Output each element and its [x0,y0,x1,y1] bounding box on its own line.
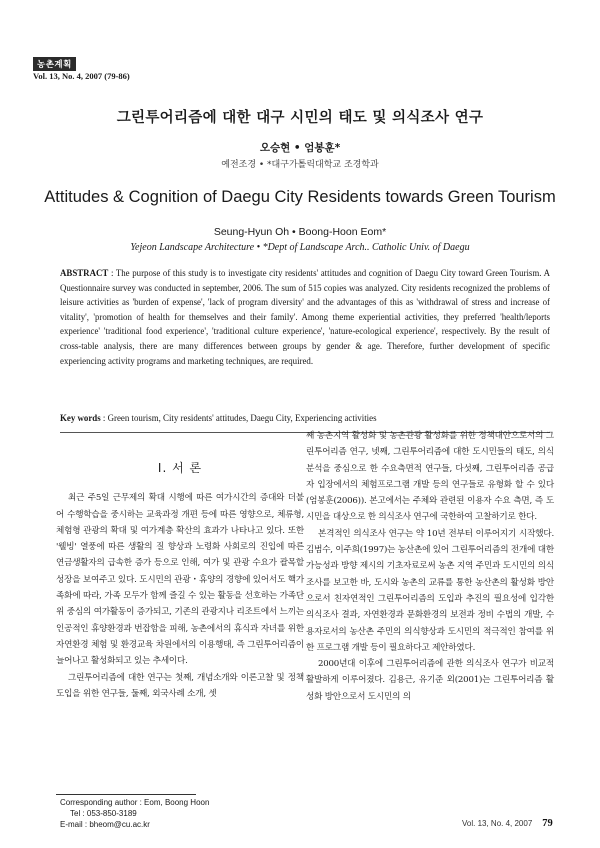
footer-issue: Vol. 13, No. 4, 2007 [462,819,533,828]
paragraph: 최근 주5일 근무제의 확대 시행에 따른 여가시간의 증대와 더불어 수행학습을 중시하는 교육과정 개편 등에 따른 영향으로, 체류형, 체험형 관광의 확대 및 여가계층 확산의 효과가 나타나고 있다. 또한 '웰빙' 열풍에 따른 생활의 질 향상과 노령화 사회로의 진입에 따른 연금생활자의 급속한 증가 등으로 인해, 여가 및 관광 수요가 괄목할 성장을 보여주고 있다. 도시민의 관광・휴양의 경향에 있어서도 핵가족화에 따라, 가족 모두가 함께 즐길 수 있는 활동을 선호하는 가족단위 중심의 여가활동이 증가되고, 기존의 관광지나 리조트에서 느끼는 인공적인 휴양환경과 번잡함을 피해, 농촌에서의 휴식과 자녀를 위한 자연환경 체험 및 환경교육 차원에서의 이용행태, 즉 그린투어리즘이 늘어나고 활성화되고 있는 추세이다. [56,493,304,667]
body-column-right [306,428,554,705]
email: E-mail : bheom@cu.ac.kr [60,820,150,829]
page-footer [462,818,553,829]
keywords-text: : Green tourism, City residents' attitudes, Daegu City, Experiencing activities [102,413,377,423]
authors-english: Seung-Hyun Oh • Boong-Hoon Eom* [213,226,387,238]
keywords-label: Key words [60,413,101,423]
page-number: 79 [542,818,553,829]
issue-line: Vol. 13, No. 4, 2007 (79-86) [33,71,130,81]
body-column-left [56,460,304,702]
abstract-text: : The purpose of this study is to investigate city residents' attitudes and cognition of Daegu City toward Green Tourism. A Questionnaire survey was conducted in september, 2006. The sum of 515 copies was analyzed. City residents recognized the problems of leisure activities as 'burden of expense', 'lack of program diversity' and the advantages of this as 'withdrawal of stress and increase of vitality', 'promotion of health for themselves and their family'. Among theme experiential activities, they preferred 'health/leports experience' 'traditional food experience', 'traditional culture experience', 'nature-ecological experience', respectively. By the result of cross-table analysis, there are many differences between groups by gender & age. Therefore, further development of specific experiencing activity programs and marketing techniques, are required. [60,268,551,366]
authors-korean: 오승현 • 엄봉훈* [259,142,341,154]
abstract-label: ABSTRACT [60,268,109,278]
abstract [60,266,550,368]
footnote [60,797,209,830]
telephone: Tel : 053-850-3189 [70,809,137,818]
journal-tag: 농촌계획 [33,57,76,71]
affiliation-english: Yejeon Landscape Architecture • *Dept of Landscape Arch.. Catholic Univ. of Daegu [130,242,470,253]
section-heading: I. 서 론 [157,461,203,475]
corresponding-author: Corresponding author : Eom, Boong Hoon [60,798,210,807]
paragraph: 본격적인 의식조사 연구는 약 10년 전부터 이루어지기 시작했다. 김범수, 이주희(1997)는 농산촌에 있어 그린투어리즘의 전개에 대한 가능성과 방향 제시의 기초자료로써 농촌 지역 주민과 도시민의 의식조사를 보고한 바, 도시와 농촌의 교류를 통한 농산촌의 활성화 방안으로서 친자연적인 그린투어리즘의 도입과 추진의 필요성에 입각한 의식조사 결과, 자연환경과 문화환경의 보전과 정비 수법의 개발, 수용자로서의 농산촌 주민의 의식향상과 도시민의 적극적인 참여를 위한 프로그램 개발 등이 필요하다고 제안하였다. [306,528,554,653]
keywords [60,413,550,423]
paragraph: 2000년대 이후에 그린투어리즘에 관한 의식조사 연구가 비교적 활발하게 이루어졌다. 김용근, 유기준 외(2001)는 그린투어리즘 활성화 방안으로서 도시민의 의 [306,659,554,702]
title-english: Attitudes & Cognition of Daegu City Residents towards Green Tourism [44,188,556,206]
title-korean: 그린투어리즘에 대한 대구 시민의 태도 및 의식조사 연구 [116,110,484,126]
footnote-divider [56,794,196,795]
affiliation-korean: 예전조경 • *대구가톨릭대학교 조경학과 [221,160,379,170]
paragraph: 째 농촌지역 활성화 및 농촌관광 활성화를 위한 정책대안으로서의 그린투어리즘 연구, 넷째, 그린투어리즘에 대한 도시민들의 태도, 의식 분석을 중심으로 한 수요측면적 연구들, 다섯째, 그린투어리즘 공급자 입장에서의 체험프로그램 개발 등의 연구들로 유형화 할 수 있다(엄봉훈(2006)). 본고에서는 주체와 관련된 이용자 수요 측면, 즉 도시민을 대상으로 한 의식조사 연구에 국한하여 고찰하기로 한다. [306,431,554,523]
paragraph: 그린투어리즘에 대한 연구는 첫째, 개념소개와 이론고찰 및 정책도입을 위한 연구들, 둘째, 외국사례 소개, 셋 [56,672,304,699]
